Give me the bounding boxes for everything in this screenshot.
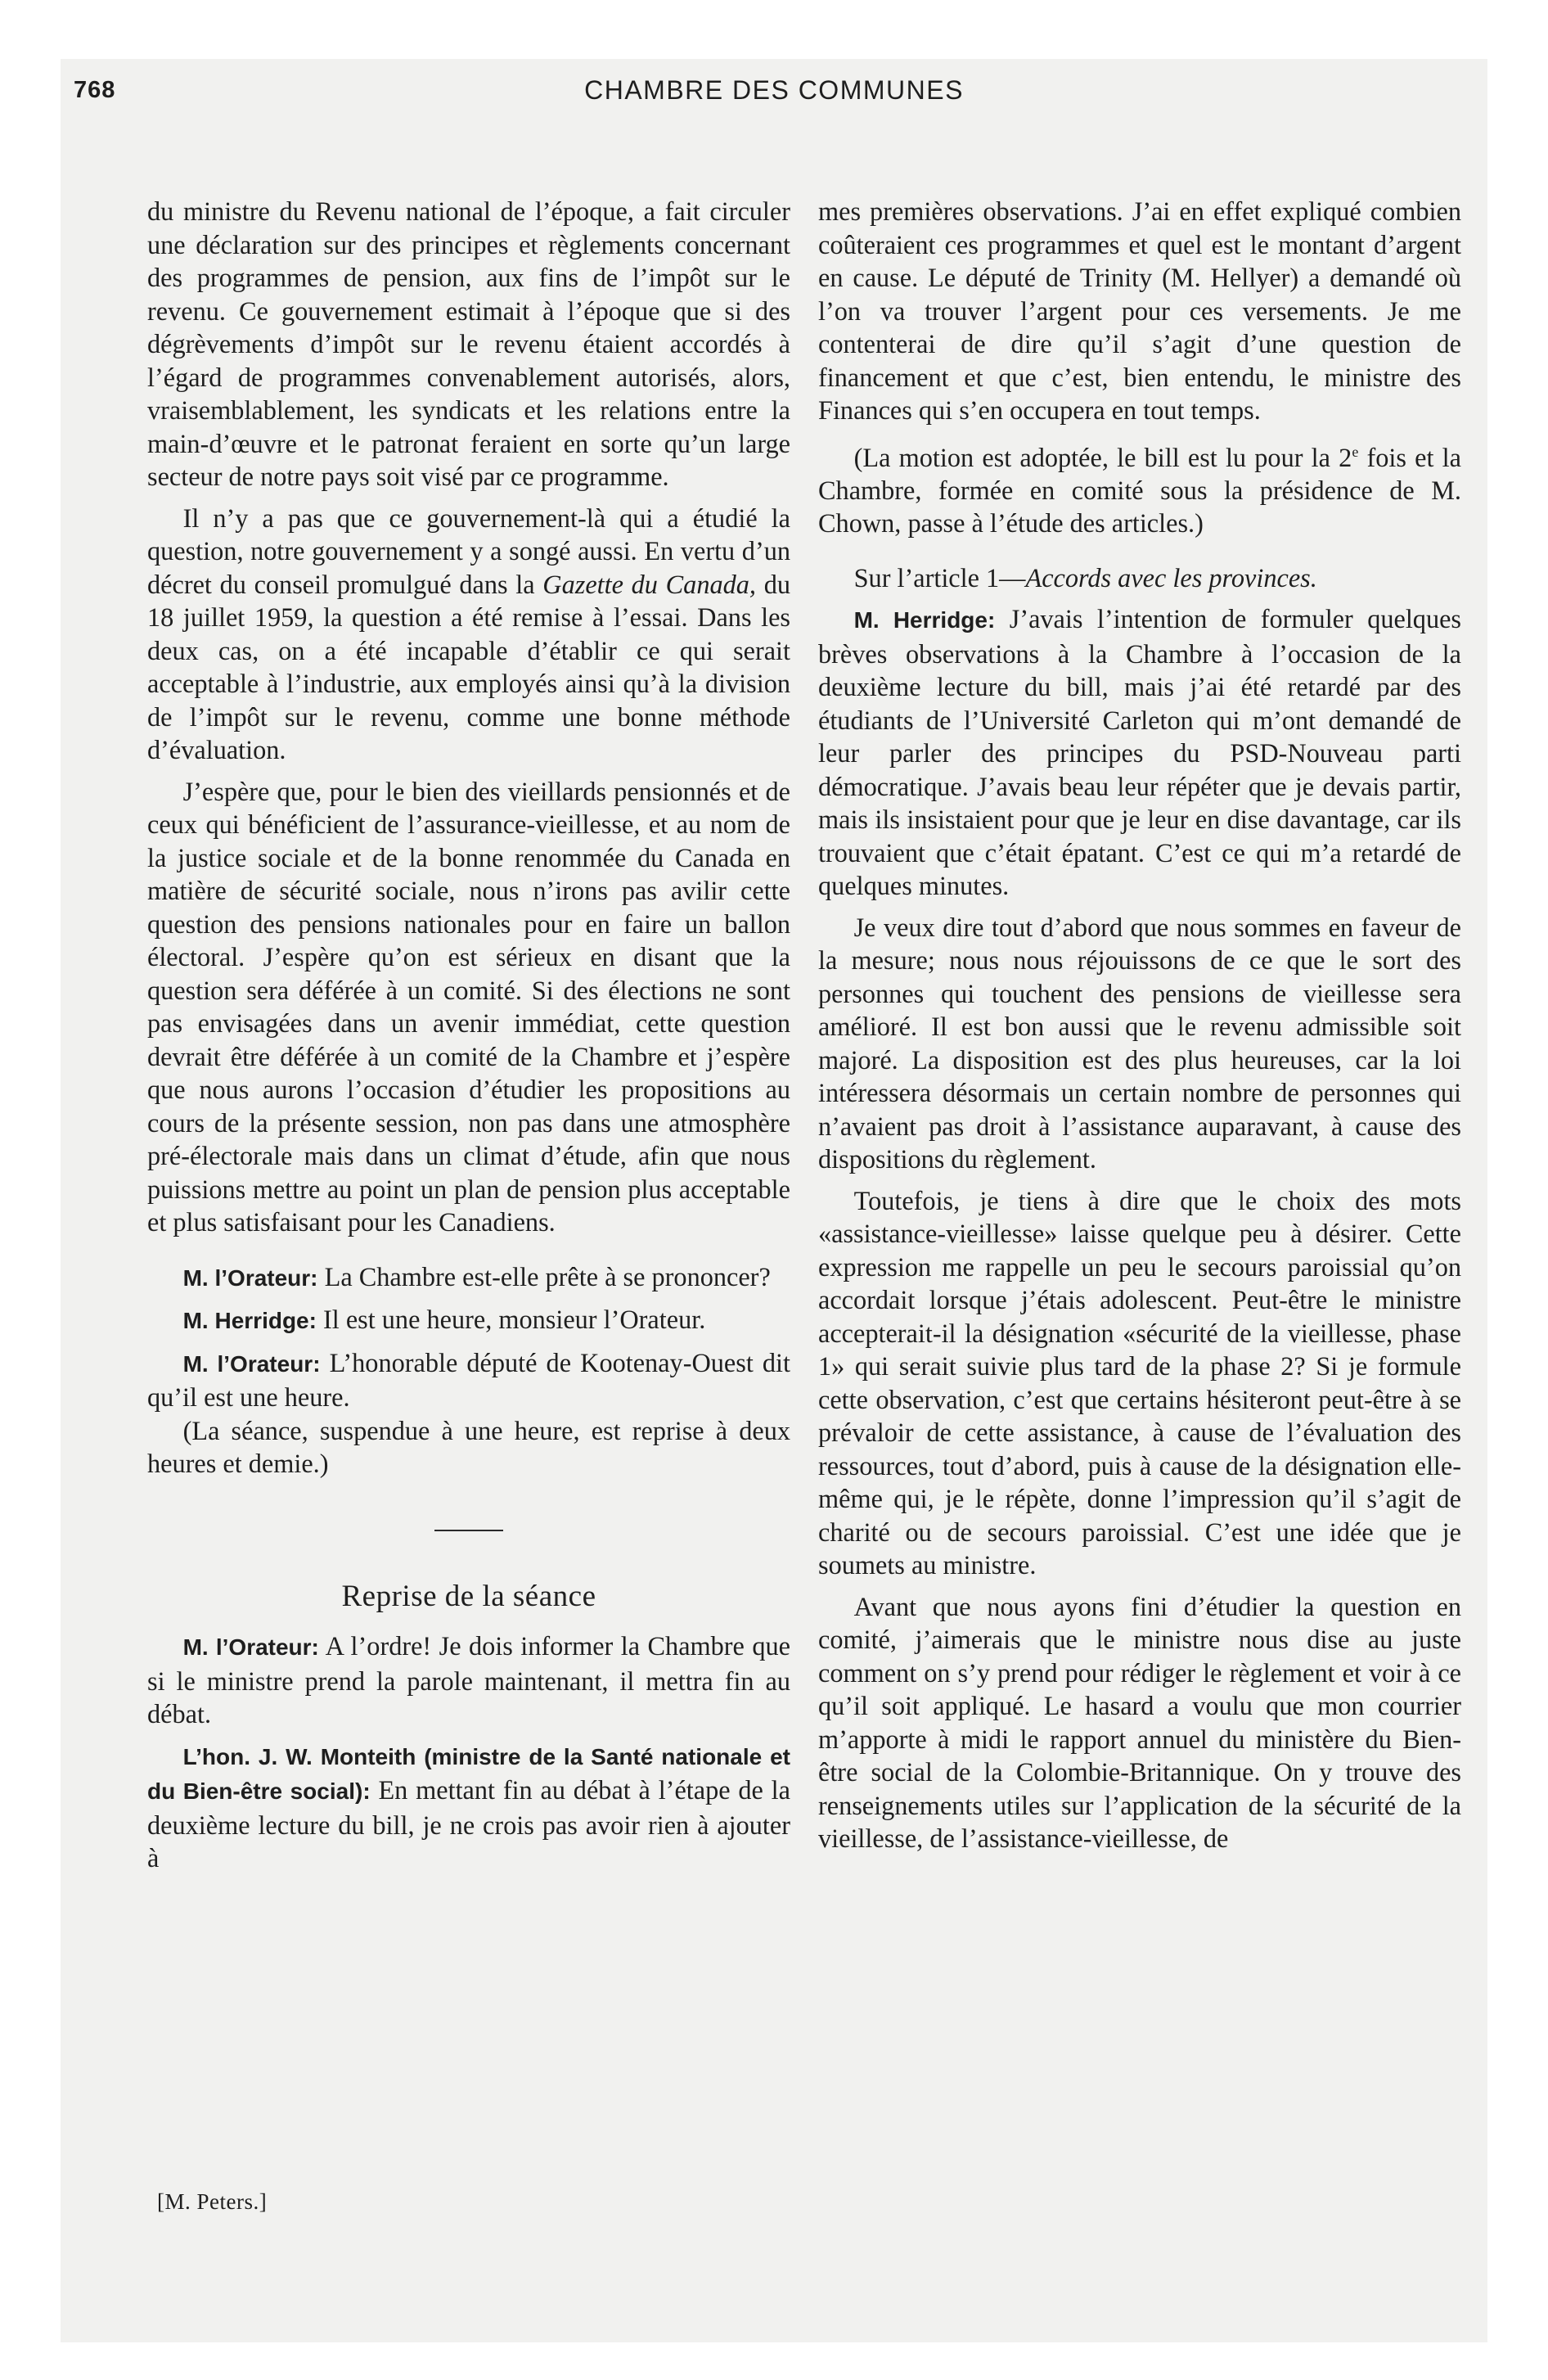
- page-number: 768: [74, 77, 116, 103]
- left-column: [147, 195, 790, 1875]
- speech: L’hon. J. W. Monteith (ministre de la Santé nationale et du Bien-être social): En mettant fin au débat à l’étape de la deuxième lecture du bill, je ne crois pas avoir rien à ajouter à: [147, 1743, 790, 1873]
- speech: M. l’Orateur: A l’ordre! Je dois informer la Chambre que si le ministre prend la parole maintenant, il mettra fin au débat.: [147, 1631, 790, 1729]
- right-column: [818, 195, 1461, 1855]
- procedural-note: (La séance, suspendue à une heure, est reprise à deux heures et demie.): [147, 1415, 790, 1478]
- paragraph: du ministre du Revenu national de l’époque, a fait circuler une déclaration sur des principes et règlements concernant des programmes de pension, aux fins de l’impôt sur le revenu. Ce gouvernement estimait à l’époque que si des dégrèvements d’impôt sur le revenu étaient accordés à l’égard de programmes convenablement autorisés, alors, vraisemblablement, les syndicats et les relations entre la main-d’œuvre et le patronat feraient en sorte qu’un large secteur de notre pays soit visé par ce programme.: [147, 196, 790, 491]
- paragraph: mes premières observations. J’ai en effet expliqué combien coûteraient ces programmes et quel est le montant d’argent en cause. Le député de Trinity (M. Hellyer) a demandé où l’on va trouver l’argent pour ces versements. Je me contenterai de dire qu’il s’agit d’une question de financement et que c’est, bien entendu, le ministre des Finances qui s’en occupera en tout temps.: [818, 196, 1461, 425]
- article-heading: Sur l’article 1—Accords avec les provinces.: [853, 562, 1317, 593]
- procedural-note: (La motion est adoptée, le bill est lu pour la 2e fois et la Chambre, formée en comité sous la présidence de M. Chown, passe à l’étude des articles.): [818, 442, 1461, 539]
- speaker-name: M. l’Orateur:: [182, 1634, 319, 1660]
- speaker-name: M. l’Orateur:: [182, 1350, 321, 1377]
- paragraph: Il n’y a pas que ce gouvernement-là qui a étudié la question, notre gouvernement y a songé aussi. En vertu d’un décret du conseil promulgué dans la Gazette du Canada, du 18 juillet 1959, la question a été remise à l’essai. Dans les deux cas, on a été incapable d’établir ce qui serait acceptable à l’industrie, aux employés ainsi qu’à la division de l’impôt sur le revenu, comme une bonne méthode d’évaluation.: [147, 503, 790, 764]
- running-head: CHAMBRE DES COMMUNES: [584, 75, 964, 105]
- speech: M. Herridge: Il est une heure, monsieur l’Orateur.: [182, 1305, 706, 1334]
- speaker-name: M. Herridge:: [182, 1308, 317, 1333]
- speaker-name: M. Herridge:: [853, 607, 996, 633]
- speech: M. l’Orateur: La Chambre est-elle prête à se prononcer?: [182, 1261, 771, 1291]
- paragraph: Avant que nous ayons fini d’étudier la question en comité, j’aimerais que le ministre nous dise au juste comment on s’y prend pour rédiger le règlement et voir à ce qu’il soit appliqué. Le hasard a voulu que mon courrier m’apporte à midi le rapport annuel du ministère du Bien-être social de la Colombie-Britannique. On y trouve des renseignements utiles sur l’application de la sécurité de la vieillesse, de l’assistance-vieillesse, de: [818, 1591, 1461, 1854]
- speaker-name: L’hon. J. W. Monteith (ministre de la Santé nationale et du Bien-être social):: [147, 1743, 790, 1804]
- paragraph: J’espère que, pour le bien des vieillards pensionnés et de ceux qui bénéficient de l’assurance-vieillesse, et au nom de la justice sociale et de la bonne renommée du Canada en matière de sécurité sociale, nous n’irons pas avilir cette question des pensions nationales pour en faire un ballon électoral. J’espère qu’on est sérieux en disant que la question sera déférée à un comité. Si des élections ne sont pas envisagées dans un avenir immédiat, cette question devrait être déférée à un comité de la Chambre et j’espère que nous aurons l’occasion d’étudier les propositions au cours de la présente session, non pas dans une atmosphère pré-électorale mais dans un climat d’étude, afin que nous puissions mettre au point un plan de pension plus acceptable et plus satisfaisant pour les Canadiens.: [147, 776, 790, 1237]
- paragraph: Toutefois, je tiens à dire que le choix des mots «assistance-vieillesse» laisse quelque peu à désirer. Cette expression me rappelle un peu le secours paroissial qu’on accordait lorsque j’étais adolescent. Peut-être le ministre accepterait-il la désignation «sécurité de la vieillesse, phase 1» qui serait suivie plus tard de la phase 2? Si je formule cette observation, c’est que certains hésiteront peut-être à se prévaloir de cette assistance, à cause de l’évaluation des ressources, tout d’abord, puis à cause de la désignation elle-même qui, je le répète, donne l’impression qu’il s’agit de charité ou de secours paroissial. C’est une idée que je soumets au ministre.: [818, 1185, 1461, 1580]
- speaker-reference: [M. Peters.]: [157, 2189, 268, 2214]
- paragraph: Je veux dire tout d’abord que nous sommes en faveur de la mesure; nous nous réjouissons de ce que le sort des personnes qui touchent des pensions de vieillesse sera amélioré. Il est bon aussi que le revenu admissible soit majoré. La disposition est des plus heureuses, car la loi intéressera désormais un certain nombre de personnes qui n’avaient pas droit à l’assistance auparavant, à cause des dispositions du règlement.: [818, 912, 1461, 1174]
- speech: M. Herridge: J’avais l’intention de formuler quelques brèves observations à la Chambre à l’occasion de la deuxième lecture du bill, mais j’ai été retardé par des étudiants de l’Université Carleton qui m’ont demandé de leur parler des principes du PSD-Nouveau parti démocratique. J’avais beau leur répéter que je devais partir, mais ils insistaient pour que je leur en dise davantage, car ils trouvaient que c’était épatant. C’est ce qui m’a retardé de quelques minutes.: [818, 604, 1461, 901]
- speech: M. l’Orateur: L’honorable député de Kootenay-Ouest dit qu’il est une heure.: [147, 1347, 790, 1412]
- section-divider: [434, 1530, 503, 1531]
- page-header: [74, 74, 1474, 123]
- section-heading: Reprise de la séance: [341, 1579, 596, 1613]
- publication-title: Gazette du Canada,: [542, 569, 756, 599]
- speaker-name: M. l’Orateur:: [182, 1264, 318, 1291]
